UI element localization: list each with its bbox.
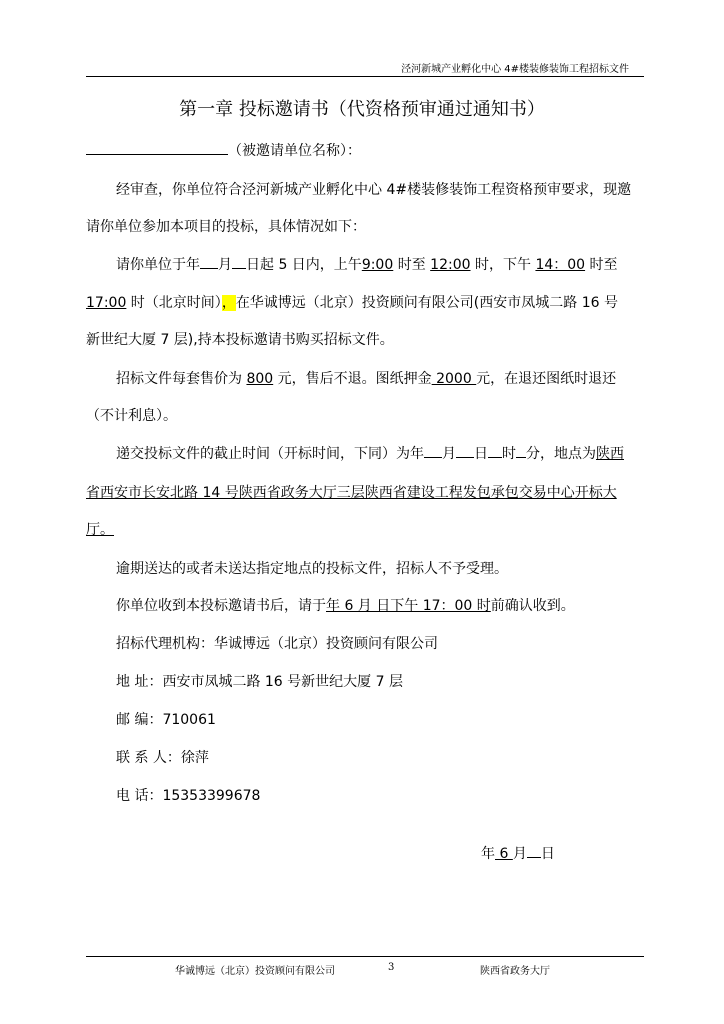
sign-day-blank: [527, 843, 541, 858]
purchase-line-1: 请你单位于年 月 日起 5 日内，上午9:00 时至 12:00 时，下午 14：00 时至: [116, 254, 618, 274]
agency-postcode: 邮 编：710061: [116, 712, 216, 728]
month-blank: [200, 254, 218, 269]
price-line-2: （不计利息）。: [86, 408, 177, 424]
late-notice: 逾期送达的或者未送达指定地点的投标文件，招标人不予受理。: [116, 561, 508, 577]
price-line-1: 招标文件每套售价为 800 元，售后不退。图纸押金 2000 元，在退还图纸时退还: [116, 371, 617, 387]
deadline-day-blank: [456, 443, 474, 458]
signature-date: 年 6 月 日: [481, 843, 555, 863]
deadline-place-part-1: 陕西: [596, 446, 624, 462]
deadline-line-1: 递交投标文件的截止时间（开标时间，下同）为年 月 日 时 分，地点为陕西: [116, 443, 624, 463]
deadline-place-part-2: 省西安市长安北路 14 号陕西省政务大厅三层陕西省建设工程发包承包交易中心开标大: [86, 485, 617, 501]
page-number: 3: [388, 962, 395, 973]
deadline-month-blank: [424, 443, 442, 458]
pm-start-time: 14：00: [535, 257, 586, 273]
confirm-line: 你单位收到本投标邀请书后，请于年 6 月 日下午 17：00 时前确认收到。: [116, 598, 575, 614]
agency-phone: 电 话：15353399678: [116, 788, 261, 804]
confirm-date: 年 6 月 日下午 17：00 时: [326, 598, 491, 614]
chapter-title: 第一章 投标邀请书（代资格预审通过通知书）: [179, 99, 545, 120]
invitee-line: [86, 140, 361, 160]
invitee-suffix: （被邀请单位名称）：: [228, 143, 361, 159]
agency-name: 招标代理机构：华诚博远（北京）投资顾问有限公司: [116, 636, 438, 652]
day-blank: [232, 254, 246, 269]
purchase-line-3: 新世纪大厦 7 层),持本投标邀请书购买招标文件。: [86, 332, 394, 348]
deadline-hour-blank: [488, 443, 502, 458]
intro-line-1: 经审查，你单位符合泾河新城产业孵化中心 4#楼装修装饰工程资格预审要求，现邀: [116, 182, 632, 198]
header-divider: [86, 76, 644, 77]
agency-contact: 联 系 人：徐萍: [116, 750, 209, 766]
drawing-deposit: 2000: [431, 371, 477, 387]
document-price: 800: [246, 371, 274, 387]
agency-address: 地 址：西安市凤城二路 16 号新世纪大厦 7 层: [116, 674, 403, 690]
am-start-time: 9:00: [361, 257, 394, 273]
deadline-minute-blank: [516, 443, 526, 458]
invitee-name-blank: [86, 140, 228, 155]
highlighted-comma: ，: [221, 295, 236, 311]
pm-end-time: 17:00: [86, 295, 127, 311]
intro-line-2: 请你单位参加本项目的投标，具体情况如下：: [86, 219, 366, 235]
footer-location: 陕西省政务大厅: [480, 966, 550, 977]
am-end-time: 12:00: [430, 257, 471, 273]
footer-divider: [86, 956, 644, 957]
deadline-place-part-3: 厅。: [86, 522, 114, 538]
purchase-line-2: 17:00 时（北京时间），在华诚博远（北京）投资顾问有限公司(西安市凤城二路 16 号: [86, 295, 618, 311]
footer-company: 华诚博远（北京）投资顾问有限公司: [175, 966, 335, 977]
document-header-title: 泾河新城产业孵化中心 4#楼装修装饰工程招标文件: [401, 64, 629, 75]
